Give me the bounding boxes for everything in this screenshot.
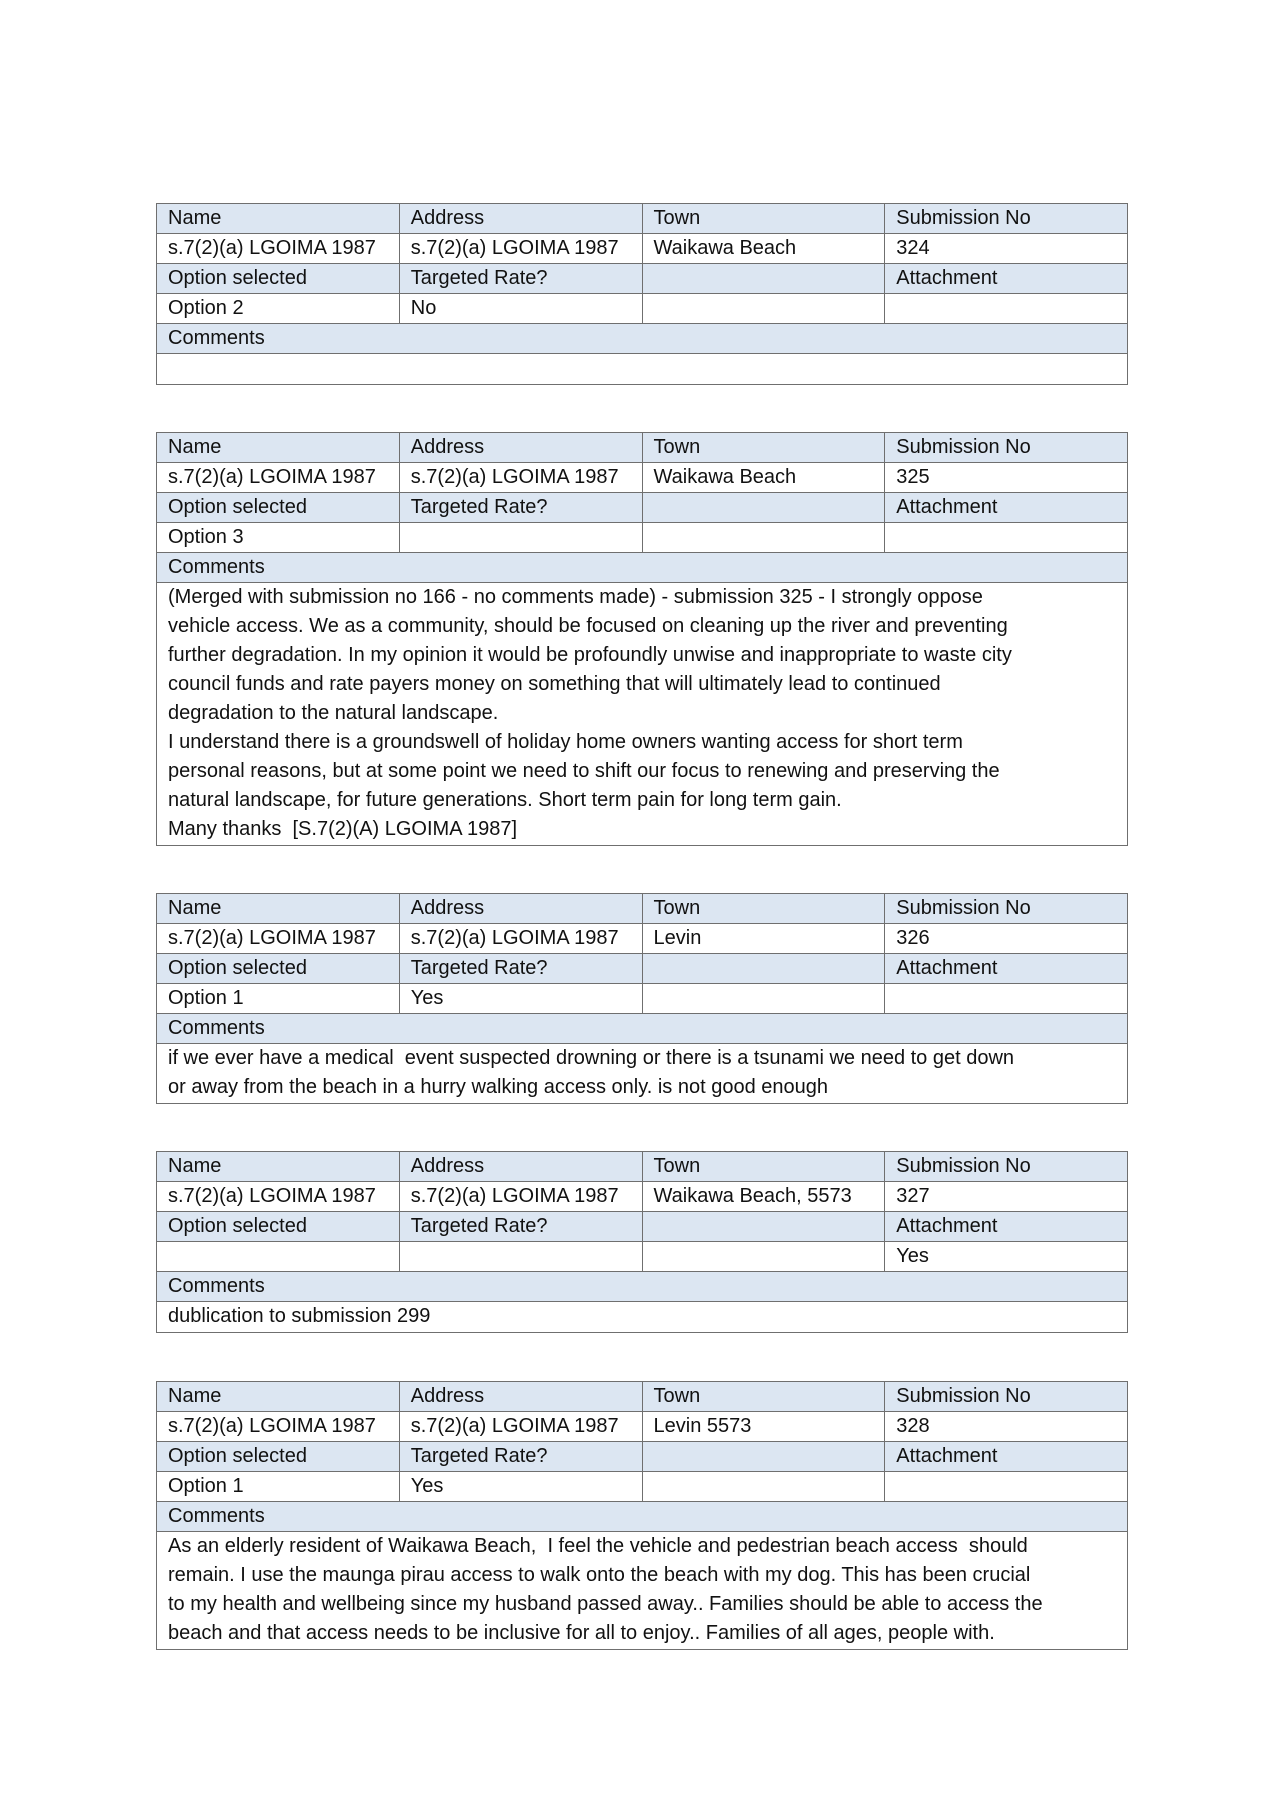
submission-table: [156, 203, 1128, 385]
blank-cell: [642, 954, 885, 984]
option-header-row: [157, 493, 1128, 523]
name-label: Name: [157, 894, 400, 924]
targeted-rate-value: Yes: [399, 1472, 642, 1502]
targeted-rate-label: Targeted Rate?: [399, 264, 642, 294]
targeted-rate-value: Yes: [399, 984, 642, 1014]
details-row: [157, 234, 1128, 264]
submission-no-label: Submission No: [885, 204, 1128, 234]
address-label: Address: [399, 1382, 642, 1412]
comments-row: [157, 354, 1128, 385]
header-row: [157, 1152, 1128, 1182]
blank-cell: [642, 493, 885, 523]
blank-cell: [642, 264, 885, 294]
submission-table: [156, 432, 1128, 846]
name-value: s.7(2)(a) LGOIMA 1987: [157, 1182, 400, 1212]
address-value: s.7(2)(a) LGOIMA 1987: [399, 1412, 642, 1442]
comments-label: Comments: [157, 1272, 1128, 1302]
attachment-label: Attachment: [885, 264, 1128, 294]
comments-text: As an elderly resident of Waikawa Beach, I feel the vehicle and pedestrian beach access should remain. I use the maunga pirau access to walk onto the beach with my dog. This has been crucial to my health and wellbeing since my husband passed away.. Families should be able to access the beach and that access needs to be inclusive for all to enjoy.. Families of all ages, people with.: [157, 1532, 1128, 1650]
address-label: Address: [399, 1152, 642, 1182]
blank-cell: [642, 294, 885, 324]
town-label: Town: [642, 204, 885, 234]
town-value: Levin 5573: [642, 1412, 885, 1442]
submission-no-value: 326: [885, 924, 1128, 954]
comments-text: dublication to submission 299: [157, 1302, 1128, 1333]
name-label: Name: [157, 204, 400, 234]
submission-no-value: 328: [885, 1412, 1128, 1442]
details-row: [157, 1412, 1128, 1442]
comments-text: if we ever have a medical event suspected drowning or there is a tsunami we need to get down or away from the beach in a hurry walking access only. is not good enough: [157, 1044, 1128, 1104]
option-value: Option 1: [157, 1472, 400, 1502]
address-value: s.7(2)(a) LGOIMA 1987: [399, 1182, 642, 1212]
town-value: Waikawa Beach: [642, 234, 885, 264]
targeted-rate-label: Targeted Rate?: [399, 1442, 642, 1472]
attachment-value: Yes: [885, 1242, 1128, 1272]
town-label: Town: [642, 1152, 885, 1182]
option-header-row: [157, 1212, 1128, 1242]
town-value: Waikawa Beach, 5573: [642, 1182, 885, 1212]
name-value: s.7(2)(a) LGOIMA 1987: [157, 1412, 400, 1442]
attachment-label: Attachment: [885, 954, 1128, 984]
attachment-value: [885, 294, 1128, 324]
targeted-rate-value: [399, 1242, 642, 1272]
attachment-label: Attachment: [885, 1442, 1128, 1472]
comments-text: [157, 354, 1128, 385]
submission-table: [156, 1381, 1128, 1650]
blank-cell: [642, 523, 885, 553]
header-row: [157, 433, 1128, 463]
comments-row: [157, 583, 1128, 846]
address-value: s.7(2)(a) LGOIMA 1987: [399, 234, 642, 264]
address-label: Address: [399, 204, 642, 234]
address-value: s.7(2)(a) LGOIMA 1987: [399, 924, 642, 954]
details-row: [157, 1182, 1128, 1212]
comments-header-row: [157, 553, 1128, 583]
attachment-label: Attachment: [885, 1212, 1128, 1242]
town-value: Waikawa Beach: [642, 463, 885, 493]
targeted-rate-label: Targeted Rate?: [399, 954, 642, 984]
option-selected-label: Option selected: [157, 264, 400, 294]
name-label: Name: [157, 1152, 400, 1182]
option-value: [157, 1242, 400, 1272]
comments-label: Comments: [157, 553, 1128, 583]
option-row: [157, 984, 1128, 1014]
submission-table: [156, 1151, 1128, 1333]
comments-row: [157, 1532, 1128, 1650]
option-selected-label: Option selected: [157, 493, 400, 523]
comments-header-row: [157, 1502, 1128, 1532]
submission-no-value: 325: [885, 463, 1128, 493]
details-row: [157, 463, 1128, 493]
comments-row: [157, 1302, 1128, 1333]
option-header-row: [157, 954, 1128, 984]
submission-no-label: Submission No: [885, 1382, 1128, 1412]
address-label: Address: [399, 433, 642, 463]
option-row: [157, 1472, 1128, 1502]
submission-table: [156, 893, 1128, 1104]
header-row: [157, 204, 1128, 234]
town-value: Levin: [642, 924, 885, 954]
details-row: [157, 924, 1128, 954]
name-label: Name: [157, 1382, 400, 1412]
option-value: Option 2: [157, 294, 400, 324]
comments-label: Comments: [157, 324, 1128, 354]
town-label: Town: [642, 1382, 885, 1412]
option-value: Option 1: [157, 984, 400, 1014]
header-row: [157, 894, 1128, 924]
name-label: Name: [157, 433, 400, 463]
name-value: s.7(2)(a) LGOIMA 1987: [157, 234, 400, 264]
attachment-value: [885, 1472, 1128, 1502]
blank-cell: [642, 1442, 885, 1472]
comments-header-row: [157, 324, 1128, 354]
town-label: Town: [642, 433, 885, 463]
option-value: Option 3: [157, 523, 400, 553]
comments-header-row: [157, 1014, 1128, 1044]
submission-no-value: 327: [885, 1182, 1128, 1212]
option-selected-label: Option selected: [157, 1442, 400, 1472]
blank-cell: [642, 984, 885, 1014]
targeted-rate-label: Targeted Rate?: [399, 493, 642, 523]
option-row: [157, 294, 1128, 324]
blank-cell: [642, 1212, 885, 1242]
comments-header-row: [157, 1272, 1128, 1302]
address-value: s.7(2)(a) LGOIMA 1987: [399, 463, 642, 493]
header-row: [157, 1382, 1128, 1412]
blank-cell: [642, 1242, 885, 1272]
comments-label: Comments: [157, 1014, 1128, 1044]
comments-row: [157, 1044, 1128, 1104]
option-row: [157, 1242, 1128, 1272]
blank-cell: [642, 1472, 885, 1502]
town-label: Town: [642, 894, 885, 924]
address-label: Address: [399, 894, 642, 924]
option-selected-label: Option selected: [157, 954, 400, 984]
option-header-row: [157, 264, 1128, 294]
submission-no-label: Submission No: [885, 894, 1128, 924]
submission-no-value: 324: [885, 234, 1128, 264]
option-row: [157, 523, 1128, 553]
attachment-value: [885, 984, 1128, 1014]
targeted-rate-label: Targeted Rate?: [399, 1212, 642, 1242]
comments-text: (Merged with submission no 166 - no comments made) - submission 325 - I strongly oppose vehicle access. We as a community, should be focused on cleaning up the river and preventing further degradation. In my opinion it would be profoundly unwise and inappropriate to waste city council funds and rate payers money on something that will ultimately lead to continued degradation to the natural landscape. I understand there is a groundswell of holiday home owners wanting access for short term personal reasons, but at some point we need to shift our focus to renewing and preserving the natural landscape, for future generations. Short term pain for long term gain. Many thanks [S.7(2)(A) LGOIMA 1987]: [157, 583, 1128, 846]
attachment-value: [885, 523, 1128, 553]
targeted-rate-value: No: [399, 294, 642, 324]
option-selected-label: Option selected: [157, 1212, 400, 1242]
name-value: s.7(2)(a) LGOIMA 1987: [157, 924, 400, 954]
targeted-rate-value: [399, 523, 642, 553]
comments-label: Comments: [157, 1502, 1128, 1532]
submission-no-label: Submission No: [885, 1152, 1128, 1182]
name-value: s.7(2)(a) LGOIMA 1987: [157, 463, 400, 493]
submission-no-label: Submission No: [885, 433, 1128, 463]
attachment-label: Attachment: [885, 493, 1128, 523]
option-header-row: [157, 1442, 1128, 1472]
